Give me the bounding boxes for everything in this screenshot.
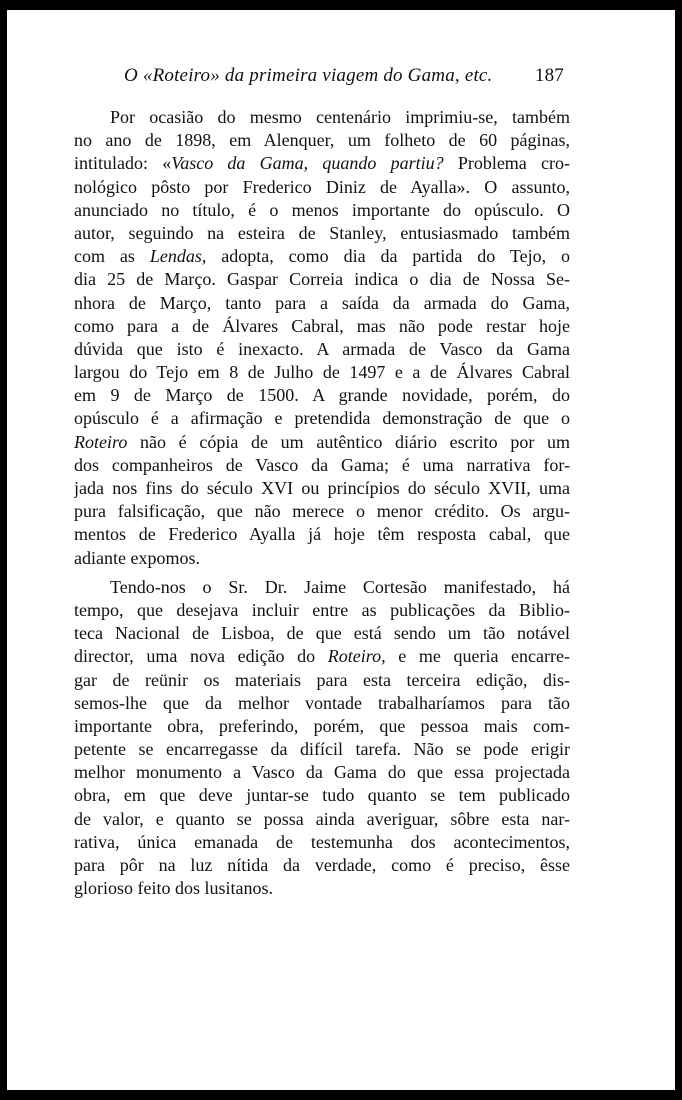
italic-run: Vasco da Gama, quando partiu? [171,153,444,174]
text-line [74,268,570,291]
text-run: semos-lhe que da melhor vontade trabalharíamos para tão [74,692,570,713]
text-line [74,547,570,570]
text-line [74,784,570,807]
text-run: rativa, única emanada de testemunha dos acontecimentos, [74,831,570,852]
text-line [74,176,570,199]
text-run: anunciado no título, é o menos importante do opúsculo. O [74,199,570,220]
text-line [74,431,570,454]
text-run: nhora de Março, tanto para a saída da armada do Gama, [74,292,570,313]
text-line [74,738,570,761]
text-run: não é cópia de um autêntico diário escrito por um [127,431,570,452]
text-run: mentos de Frederico Ayalla já hoje têm resposta cabal, que [74,524,570,545]
text-run: glorioso feito dos lusitanos. [74,878,273,899]
paragraph [74,106,570,570]
page-number: 187 [534,65,564,86]
text-run: intitulado: « [74,153,172,174]
text-run: jada nos fins do século XVI ou princípios do século XVII, uma [74,478,570,498]
text-run: teca Nacional de Lisboa, de que está sendo um tão notável [74,623,570,644]
text-run: importante obra, preferindo, porém, que pessoa mais com- [74,715,570,736]
text-run: gar de reünir os materiais para esta terceira edição, dis- [74,669,570,690]
text-run: petente se encarregasse da difícil tarefa. Não se pode erigir [74,739,570,760]
text-line [74,384,570,407]
text-line [74,152,570,175]
italic-run: Roteiro, [327,646,386,667]
text-line [74,692,570,715]
text-line [74,715,570,738]
text-line [74,477,570,500]
text-run: dia 25 de Março. Gaspar Correia indica o dia de Nossa Se- [74,269,570,290]
text-run: com as [74,246,150,267]
text-run: melhor monumento a Vasco da Gama do que essa projectada [74,762,570,783]
paragraph [74,576,570,901]
text-run: nológico pôsto por Frederico Diniz de Ayalla». O assunto, [74,176,570,197]
text-line [74,808,570,831]
text-line [74,199,570,222]
text-line [74,645,570,668]
text-line [74,245,570,268]
text-run: opúsculo é a afirmação e pretendida demonstração de que o [74,408,570,429]
text-line [74,407,570,430]
text-run: , adopta, como dia da partida do Tejo, o [201,246,570,267]
text-line [74,129,570,152]
text-line [74,315,570,338]
text-line [74,523,570,546]
text-line [74,576,570,599]
body-text [74,106,570,900]
text-run: tempo, que desejava incluir entre as publicações da Biblio- [74,599,570,620]
text-line [74,622,570,645]
text-run: em 9 de Março de 1500. A grande novidade, porém, do [74,385,570,406]
text-run: pura falsificação, que não merece o menor crédito. Os argu- [74,501,570,522]
text-line [74,500,570,523]
text-run: dos companheiros de Vasco da Gama; é uma narrativa for- [74,454,570,475]
running-head [124,65,564,95]
text-run: largou do Tejo em 8 de Julho de 1497 e a de Álvares Cabral [74,362,570,383]
text-run: Problema cro- [443,153,570,174]
italic-run: Lendas [149,246,202,267]
text-run: como para a de Álvares Cabral, mas não pode restar hoje [74,315,570,336]
text-run: adiante expomos. [74,547,200,568]
text-run: dúvida que isto é inexacto. A armada de Vasco da Gama [74,338,570,359]
text-run: Por ocasião do mesmo centenário imprimiu-se, também [110,107,570,127]
text-line [74,599,570,622]
text-run: autor, seguindo na esteira de Stanley, entusiasmado também [74,222,570,243]
text-line [74,877,570,900]
text-run: obra, em que deve juntar-se tudo quanto se tem publicado [74,785,570,806]
running-head-title: O «Roteiro» da primeira viagem do Gama, etc. [124,65,493,86]
text-line [74,761,570,784]
book-page [7,10,675,1090]
text-run: Tendo-nos o Sr. Dr. Jaime Cortesão manifestado, há [110,576,570,597]
text-run: para pôr na luz nítida da verdade, como é preciso, êsse [74,855,570,875]
text-run: e me queria encarre- [385,646,570,667]
text-line [74,454,570,477]
text-line [74,106,570,129]
text-line [74,361,570,384]
italic-run: Roteiro [74,431,128,452]
text-line [74,669,570,692]
text-line [74,292,570,315]
text-run: director, uma nova edição do [74,646,328,667]
text-line [74,854,570,877]
text-line [74,831,570,854]
text-run: no ano de 1898, em Alenquer, um folheto de 60 páginas, [74,130,570,151]
text-run: de valor, e quanto se possa ainda averiguar, sôbre esta nar- [74,808,570,829]
text-line [74,338,570,361]
text-line [74,222,570,245]
